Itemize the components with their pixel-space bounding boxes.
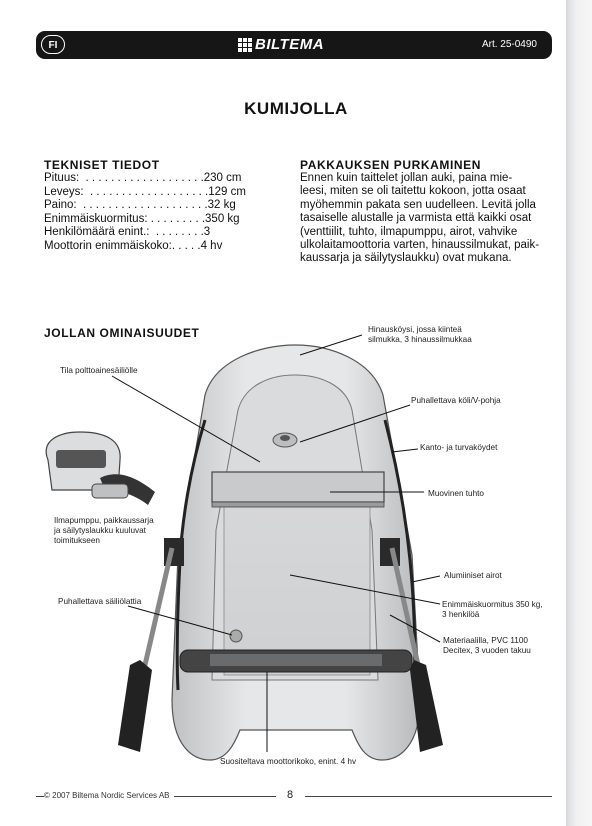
paragraph-line: tasaiselle alustalle ja varmista että kaikki osat [300,212,532,225]
language-badge: FI [41,35,65,54]
callout-seat [428,489,484,499]
callout-motor [220,757,356,767]
paragraph-line: (venttiilit, tuhto, ilmapumppu, airot, vahvike [300,225,518,238]
oar-left-shaft [145,548,172,665]
spec-row: Enimmäiskuormitus: . . . . . . . . .350 kg [44,212,240,225]
callout-line: Decitex, 3 vuoden takuu [443,646,531,655]
specs-heading: TEKNISET TIEDOT [44,158,160,172]
features-heading: JOLLAN OMINAISUUDET [44,326,200,340]
unpacking-heading: PAKKAUKSEN PURKAMINEN [300,158,482,172]
footer-rule-right [305,796,552,797]
callout-fuel-tank [60,366,138,376]
callout-line: Tila polttoainesäiliölle [60,366,138,375]
callout-line: silmukka, 3 hinaussilmukkaa [368,335,472,344]
article-number: Art. 25-0490 [481,39,537,50]
callout-keel [411,396,501,406]
callout-line: Alumiiniset airot [444,571,502,580]
seat-board [212,472,384,502]
callout-line: Suositeltava moottorikoko, enint. 4 hv [220,757,357,766]
pump-illustration [46,432,155,505]
paragraph-line: ulkolaitamoottoria varten, hinaussilmukat, paik- [300,239,540,252]
callout-line: Kanto- ja turvaköydet [420,443,498,452]
callout-pump [54,516,154,546]
spec-row: Henkilömäärä enint.: . . . . . . . .3 [44,226,211,239]
callout-max-load [442,600,543,620]
callout-material [443,636,531,656]
callout-tow-rope [368,325,472,345]
callout-oars [444,571,502,581]
paragraph-line: Ennen kuin taittelet jollan auki, paina mie- [300,172,513,184]
callout-line: Ilmapumppu, paikkaussarja [54,516,154,525]
page-edge-shadow [566,0,592,826]
copyright: © 2007 Biltema Nordic Services AB [44,791,174,800]
callout-line: Muovinen tuhto [428,489,484,498]
callout-grab-lines [420,443,497,453]
spec-row: Paino: . . . . . . . . . . . . . . . . . . . .32 kg [44,199,236,212]
callout-line: Puhallettava säiliölattia [58,597,142,606]
callout-line: Enimmäiskuormitus 350 kg, [442,600,543,609]
brand-name: BILTEMA [255,36,325,53]
callout-line: ja säilytyslaukku kuuluvat [54,526,146,535]
callout-line: Puhallettava köli/V-pohja [411,396,501,405]
paragraph-line: leesi, miten se oli taitettu kokoon, jotta osaat [300,185,526,198]
callout-line: 3 henkilöä [442,610,480,619]
oar-right-blade [410,660,443,752]
page-title: KUMIJOLLA [244,99,348,118]
spec-row: Leveys: . . . . . . . . . . . . . . . . . . .129 cm [44,185,246,198]
callout-line: Materiaalilla, PVC 1100 [443,636,528,645]
paragraph-line: myöhemmin pakata sen uudelleen. Levitä jolla [300,198,536,211]
oar-left-blade [118,660,152,752]
callout-line: Hinausköysi, jossa kiinteä [368,325,462,334]
paragraph-line: kaussarja ja säilytyslaukku) ovat mukana. [300,252,512,265]
callout-line: toimitukseen [54,536,100,545]
callout-floor [58,597,141,607]
page-number: 8 [283,789,297,801]
spec-row: Moottorin enimmäiskoko:. . . . .4 hv [44,239,223,252]
spec-row: Pituus: . . . . . . . . . . . . . . . . . . .230 cm [44,172,242,184]
